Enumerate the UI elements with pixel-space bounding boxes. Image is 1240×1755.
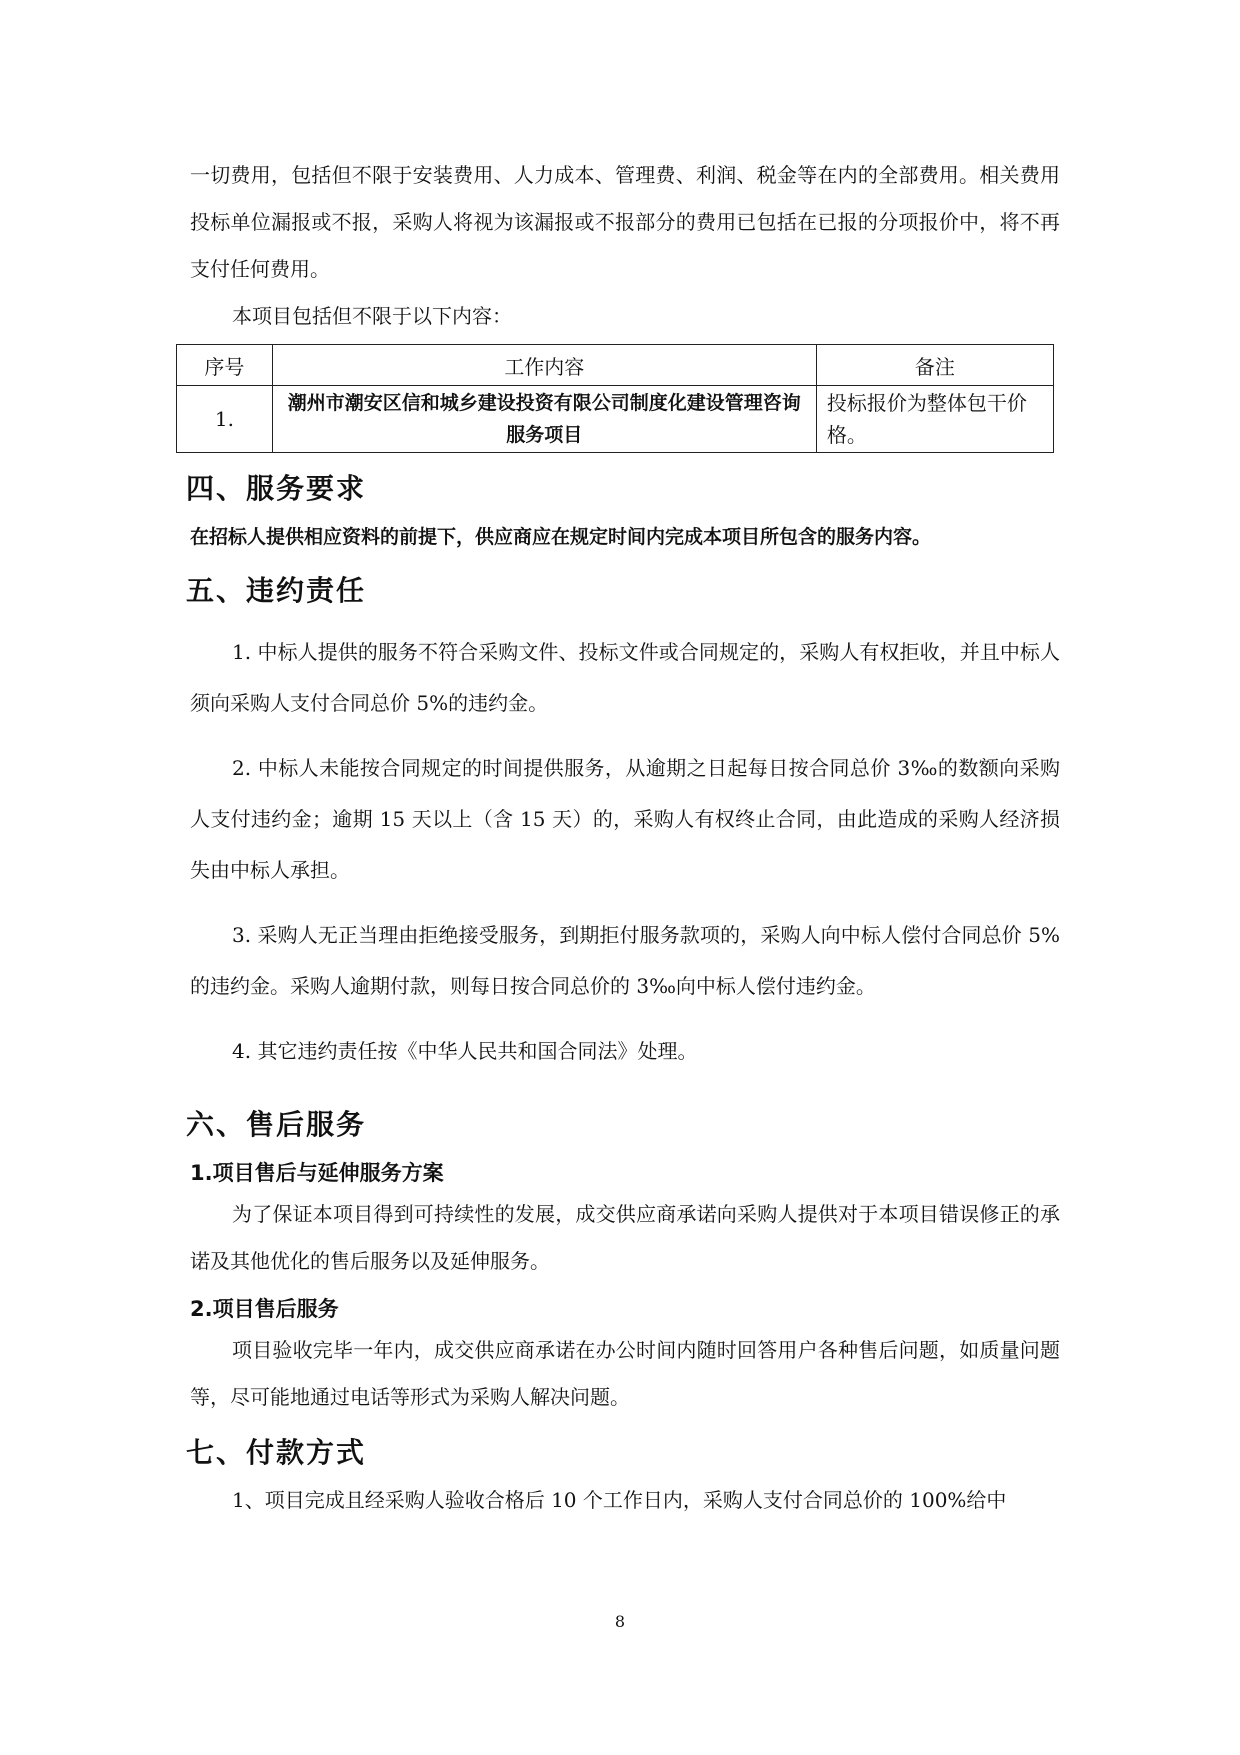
section5-title: 五、违约责任 bbox=[186, 574, 367, 607]
header-content: 工作内容 bbox=[272, 345, 816, 386]
section6-sub1-text: 为了保证本项目得到可持续性的发展，成交供应商承诺向采购人提供对于本项目错误修正的承诺及其他优化的售后服务以及延伸服务。 bbox=[190, 1202, 1060, 1273]
section4-text: 在招标人提供相应资料的前提下，供应商应在规定时间内完成本项目所包含的服务内容。 bbox=[190, 526, 932, 548]
section4-title: 四、服务要求 bbox=[186, 472, 367, 505]
document-page bbox=[186, 155, 1060, 1524]
row-note: 投标报价为整体包干价格。 bbox=[816, 386, 1053, 453]
list-item: 2. 中标人未能按合同规定的时间提供服务，从逾期之日起每日按合同总价 3‰的数额向采购人支付违约金；逾期 15 天以上（含 15 天）的，采购人有权终止合同，由此造成的采购人经济损失由中标人承担。 bbox=[190, 756, 1060, 882]
section7-title: 七、付款方式 bbox=[186, 1436, 367, 1469]
section6-sub2-title: 2.项目售后服务 bbox=[190, 1297, 339, 1321]
row-no: 1. bbox=[177, 386, 273, 453]
section6-sub1-title: 1.项目售后与延伸服务方案 bbox=[190, 1161, 444, 1185]
table-row bbox=[177, 386, 1054, 453]
row-content: 潮州市潮安区信和城乡建设投资有限公司制度化建设管理咨询服务项目 bbox=[272, 386, 816, 453]
intro-paragraph: 一切费用，包括但不限于安装费用、人力成本、管理费、利润、税金等在内的全部费用。相关费用投标单位漏报或不报，采购人将视为该漏报或不报部分的费用已包括在已报的分项报价中，将不再支付任何费用。 bbox=[190, 163, 1060, 281]
list-item: 1. 中标人提供的服务不符合采购文件、投标文件或合同规定的，采购人有权拒收，并且中标人须向采购人支付合同总价 5%的违约金。 bbox=[190, 640, 1060, 715]
section6-title: 六、售后服务 bbox=[186, 1108, 367, 1141]
section7-text: 1、项目完成且经采购人验收合格后 10 个工作日内，采购人支付合同总价的 100%给中 bbox=[232, 1488, 1007, 1512]
list-item: 4. 其它违约责任按《中华人民共和国合同法》处理。 bbox=[232, 1039, 698, 1063]
scope-table bbox=[176, 344, 1054, 453]
section6-sub2-text: 项目验收完毕一年内，成交供应商承诺在办公时间内随时回答用户各种售后问题，如质量问题等，尽可能地通过电话等形式为采购人解决问题。 bbox=[190, 1338, 1060, 1409]
header-note: 备注 bbox=[816, 345, 1053, 386]
header-no: 序号 bbox=[177, 345, 273, 386]
table-header-row bbox=[177, 345, 1054, 386]
list-item: 3. 采购人无正当理由拒绝接受服务，到期拒付服务款项的，采购人向中标人偿付合同总价 5%的违约金。采购人逾期付款，则每日按合同总价的 3‰向中标人偿付违约金。 bbox=[190, 923, 1060, 998]
section5-items bbox=[190, 627, 1060, 1077]
scope-intro: 本项目包括但不限于以下内容： bbox=[232, 304, 512, 328]
page-number: 8 bbox=[614, 1612, 626, 1631]
